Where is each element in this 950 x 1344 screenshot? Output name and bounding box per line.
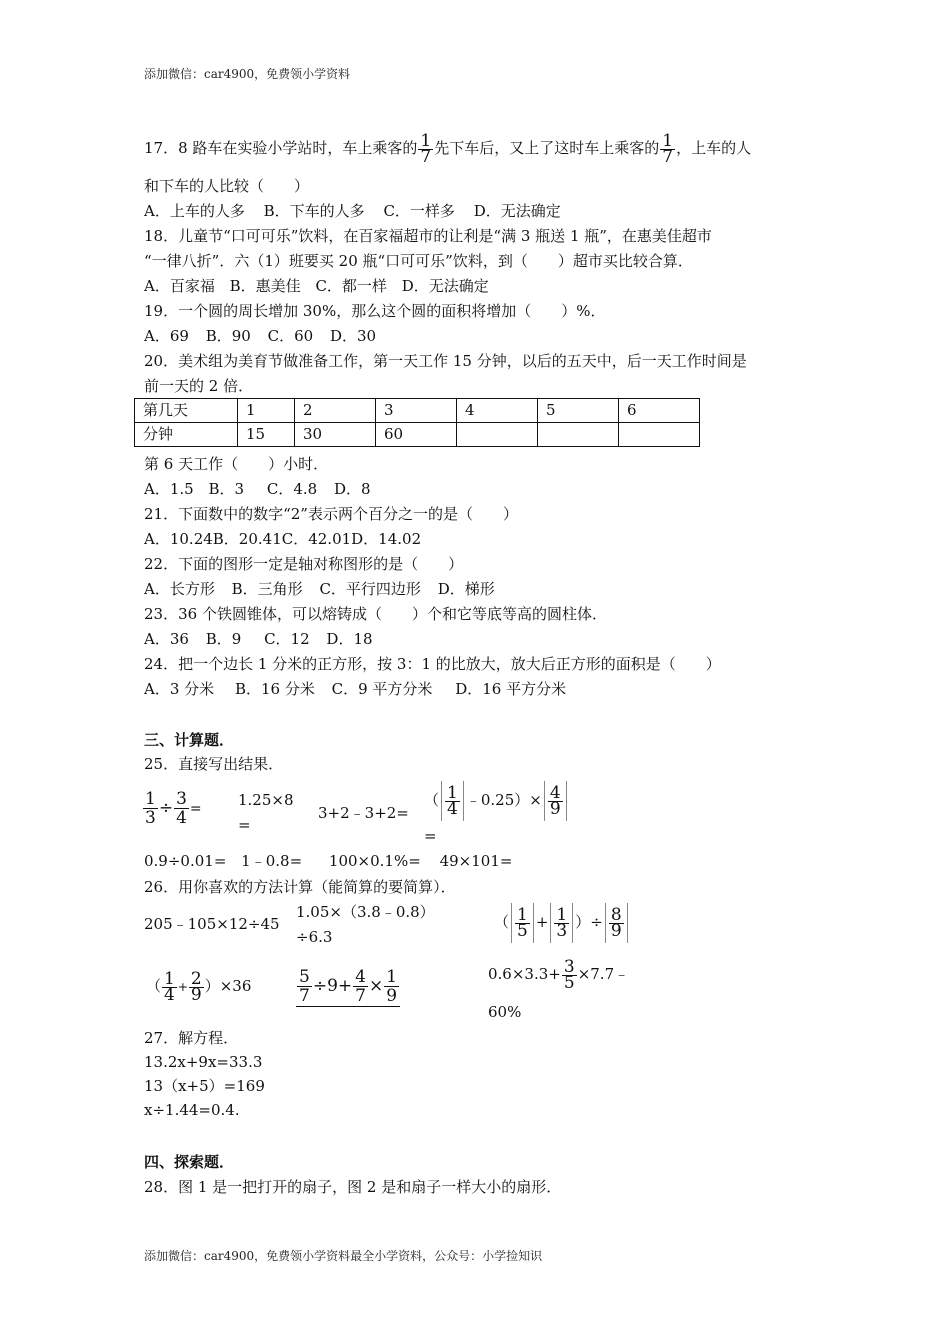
q23-options [144,629,373,649]
paren-div: ）÷ [575,913,603,931]
q23-line1: 23．36 个铁圆锥体，可以熔铸成（ ）个和它等底等高的圆柱体． [144,605,607,623]
q27-title: 27．解方程． [144,1029,239,1047]
q19-options [144,326,376,346]
option-d: D．8 [333,480,371,498]
q17-text-c: ，上车的人 [676,139,752,157]
table-cell [538,423,619,447]
fraction: $\frac{1}{3}$ [556,904,568,941]
paren-times: ）×36 [204,977,252,995]
option-b: B．下车的人多 [263,202,365,220]
operator: + [535,913,549,931]
option-a: A．长方形 [144,580,215,598]
table-cell: 第几天 [135,399,238,423]
question-17 [144,128,751,168]
fraction: $\frac{4}{9}$ [549,782,561,819]
q17-text-b: 先下车后，又上了这时车上乘客的 [434,139,660,157]
q27-eq-2: 13（x+5）=169 [144,1077,265,1095]
option-a: A．3 分米 [144,680,215,698]
operator: ÷ [158,798,174,818]
q25-expr-3: 3+2﹣3+2= [318,804,409,822]
fraction: $\frac{5}{7}$ [299,967,310,1006]
option-b: B．惠美佳 [229,277,301,295]
table-cell [457,423,538,447]
table-row [135,399,700,423]
fraction-one-seventh: $\frac{1}{7}$ [662,130,674,167]
table-cell: 30 [295,423,376,447]
q26-expr-5 [296,964,400,1008]
q25-expr-4 [424,780,569,821]
option-a: A．上车的人多 [144,202,245,220]
option-c: C．4.8 [266,480,318,498]
table-cell: 4 [457,399,538,423]
days-minutes-table [134,398,700,447]
expr: 100×0.1%= [328,852,421,870]
option-c: C．平行四边形 [319,580,421,598]
q20-options [144,479,371,499]
q17-options [144,201,561,221]
operator: + [177,980,188,994]
q27-eq-1: 13.2x+9x=33.3 [144,1053,263,1071]
operator: × [368,976,384,996]
q25-row2 [144,851,512,871]
table-cell: 分钟 [135,423,238,447]
q26-expr-4 [146,964,251,1009]
table-cell: 3 [376,399,457,423]
q18-line2: “一律八折”．六（1）班要买 20 瓶“口可可乐”饮料，到（ ）超市买比较合算． [144,252,693,270]
fraction: $\frac{3}{5}$ [563,956,575,993]
section-3-title: 三、计算题． [144,731,235,749]
option-a: A．百家福 [144,277,215,295]
option-a: A．1.5 [144,480,194,498]
q26-expr-6c: 60% [488,1003,522,1021]
table-cell: 60 [376,423,457,447]
option-b: B．三角形 [231,580,303,598]
operator: ÷9+ [312,976,353,996]
table-cell: 1 [238,399,295,423]
page-header: 添加微信：car4900，免费领小学资料 [144,67,351,81]
q26-expr-2a: 1.05×（3.8﹣0.8） [296,903,435,921]
q28-line1: 28．图 1 是一把打开的扇子，图 2 是和扇子一样大小的扇形． [144,1178,562,1196]
expr-b: ×7.7﹣ [577,965,630,983]
option-b: B．90 [205,327,251,345]
option-d: D．梯形 [437,580,495,598]
table-row [135,423,700,447]
q25-title: 25．直接写出结果． [144,755,284,773]
page-footer: 添加微信：car4900，免费领小学资料最全小学资料，公众号：小学捡知识 [144,1249,543,1263]
fraction: $\frac{1}{4}$ [447,782,458,819]
fraction: $\frac{4}{7}$ [355,967,366,1006]
fraction-one-seventh: $\frac{1}{7}$ [420,130,432,167]
q26-expr-6 [488,954,629,994]
q18-options [144,276,489,296]
table-cell: 15 [238,423,295,447]
q21-options: A．10.24B．20.41C．42.01D．14.02 [144,530,422,548]
q25-expr-4-equals: = [424,827,437,845]
q26-expr-1: 205﹣105×12÷45 [144,915,280,933]
q27-eq-3: x÷1.44=0.4. [144,1101,240,1119]
q18-line1: 18．儿童节“口可可乐”饮料，在百家福超市的让利是“满 3 瓶送 1 瓶”，在惠美佳超市 [144,227,712,245]
q24-line1: 24．把一个边长 1 分米的正方形，按 3：1 的比放大，放大后正方形的面积是（ ） [144,655,721,673]
q17-line2: 和下车的人比较（ ） [144,177,310,195]
option-c: C．9 平方分米 [331,680,433,698]
paren: （ [146,977,162,995]
fraction: $\frac{1}{3}$ [145,789,156,828]
q24-options [144,679,566,699]
option-a: A．69 [144,327,189,345]
section-4-title: 四、探索题． [144,1153,235,1171]
option-a: A．36 [144,630,189,648]
equals: = [189,801,202,817]
option-d: D．无法确定 [401,277,489,295]
option-c: C．60 [267,327,314,345]
q20-line2: 前一天的 2 倍． [144,377,254,395]
option-d: D．16 平方分米 [455,680,567,698]
option-c: C．都一样 [315,277,387,295]
option-d: D．无法确定 [473,202,561,220]
fraction: $\frac{1}{4}$ [164,968,175,1005]
expr: 49×101= [439,852,513,870]
paren: （ [424,791,440,809]
q25-expr-2a: 1.25×8 [238,791,294,809]
option-c: C．一样多 [383,202,455,220]
q25-expr-2b: = [238,816,251,834]
fraction: $\frac{2}{9}$ [190,968,202,1005]
q25-expr-1 [142,788,202,829]
q22-line1: 22．下面的图形一定是轴对称图形的是（ ） [144,555,464,573]
fraction: $\frac{3}{4}$ [176,789,187,828]
q20-line1: 20．美术组为美育节做准备工作，第一天工作 15 分钟，以后的五天中，后一天工作时间是 [144,352,747,370]
option-b: B．3 [208,480,245,498]
option-b: B．9 [205,630,242,648]
expr: 1﹣0.8= [241,852,303,870]
fraction: $\frac{8}{9}$ [610,904,622,941]
paren: （ [494,913,510,931]
table-cell: 6 [619,399,700,423]
q20-line3: 第 6 天工作（ ）小时． [144,455,329,473]
expr-middle: ﹣0.25）× [465,791,542,809]
q26-expr-3 [494,902,630,943]
table-cell [619,423,700,447]
option-d: D．18 [326,630,373,648]
fraction: $\frac{1}{5}$ [517,904,528,941]
table-cell: 2 [295,399,376,423]
q22-options [144,579,495,599]
option-c: C．12 [264,630,310,648]
q17-text-a: 17．8 路车在实验小学站时，车上乘客的 [144,139,418,157]
q19-line1: 19．一个圆的周长增加 30%，那么这个圆的面积将增加（ ）%． [144,302,606,320]
q26-title: 26．用你喜欢的方法计算（能简算的要简算）． [144,878,456,896]
fraction: $\frac{1}{9}$ [386,967,398,1006]
expr: 0.9÷0.01= [144,852,227,870]
option-b: B．16 分米 [234,680,315,698]
expr-a: 0.6×3.3+ [488,965,561,983]
q26-expr-2b: ÷6.3 [296,928,333,946]
table-cell: 5 [538,399,619,423]
option-d: D．30 [329,327,377,345]
q21-line1: 21．下面数中的数字“2”表示两个百分之一的是（ ） [144,505,518,523]
